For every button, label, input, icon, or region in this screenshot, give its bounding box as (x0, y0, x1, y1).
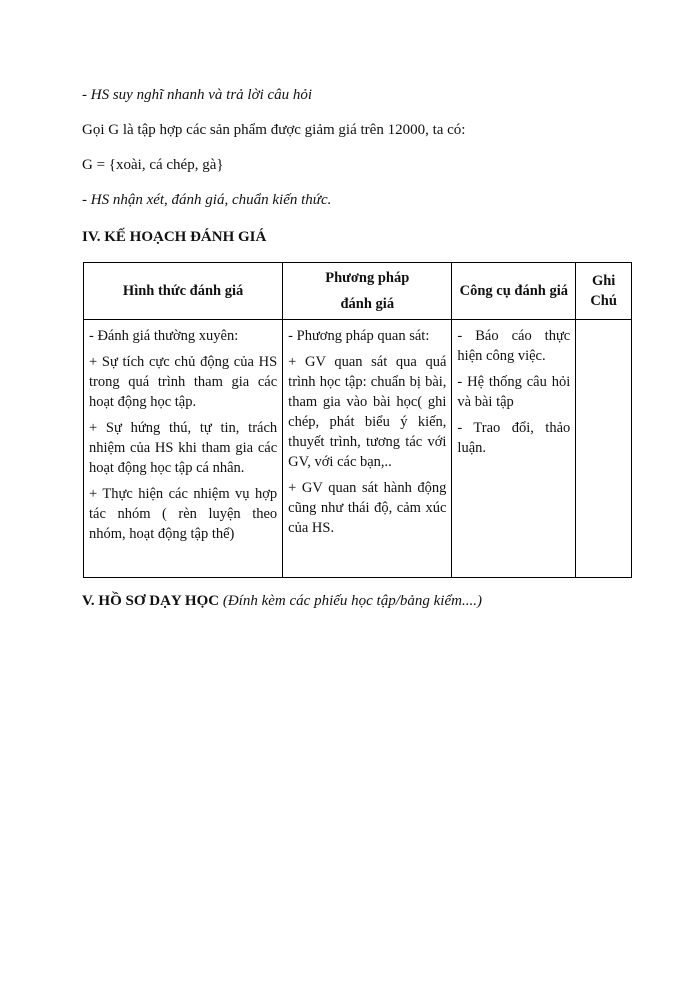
list-item: - Phương pháp quan sát: (288, 328, 430, 344)
assessment-table (83, 262, 632, 578)
cell-method (283, 320, 452, 578)
section-5 (82, 591, 482, 611)
header-col2 (283, 263, 452, 320)
intro-line-3: G = {xoài, cá chép, gà} (82, 157, 224, 173)
list-item: - Trao đổi, thảo luận. (457, 420, 571, 456)
section-5-heading: V. HỒ SƠ DẠY HỌC (82, 593, 220, 609)
header-col2-line1: Phương pháp (325, 270, 410, 286)
list-item: + Sự hứng thú, tự tin, trách nhiệm của HS khi tham gia các hoạt động học tập cá nhân. (89, 420, 278, 476)
list-item: - Hệ thống câu hỏi và bài tập (457, 374, 571, 410)
intro-line-1: - HS suy nghĩ nhanh và trả lời câu hỏi (82, 87, 313, 103)
cell-form (84, 320, 283, 578)
section-4-heading: IV. KẾ HOẠCH ĐÁNH GIÁ (82, 229, 267, 245)
header-col2-line2: đánh giá (340, 296, 395, 312)
intro-line-4: - HS nhận xét, đánh giá, chuẩn kiến thức. (82, 192, 332, 208)
table-header-row (84, 263, 632, 320)
cell-note (576, 320, 632, 578)
cell-tool (452, 320, 576, 578)
list-item: + GV quan sát qua quá trình học tập: chuẩn bị bài, tham gia vào bài học( ghi chép, phát biểu ý kiến, thuyết trình, tương tác với GV, với các bạn,.. (288, 354, 447, 470)
list-item: + Thực hiện các nhiệm vụ hợp tác nhóm ( rèn luyện theo nhóm, hoạt động tập thể) (89, 486, 278, 542)
list-item: + GV quan sát hành động cũng như thái độ, cảm xúc của HS. (288, 480, 447, 536)
header-col4: Ghi Chú (576, 263, 632, 320)
list-item: + Sự tích cực chủ động của HS trong quá trình tham gia các hoạt động học tập. (89, 354, 278, 410)
header-col1: Hình thức đánh giá (84, 263, 283, 320)
header-col3: Công cụ đánh giá (452, 263, 576, 320)
section-5-note: (Đính kèm các phiếu học tập/bảng kiểm....) (222, 593, 482, 609)
list-item: - Đánh giá thường xuyên: (89, 328, 239, 344)
intro-line-2: Gọi G là tập hợp các sản phẩm được giảm giá trên 12000, ta có: (82, 122, 466, 138)
table-row (84, 320, 632, 578)
list-item: - Báo cáo thực hiện công việc. (457, 328, 571, 364)
